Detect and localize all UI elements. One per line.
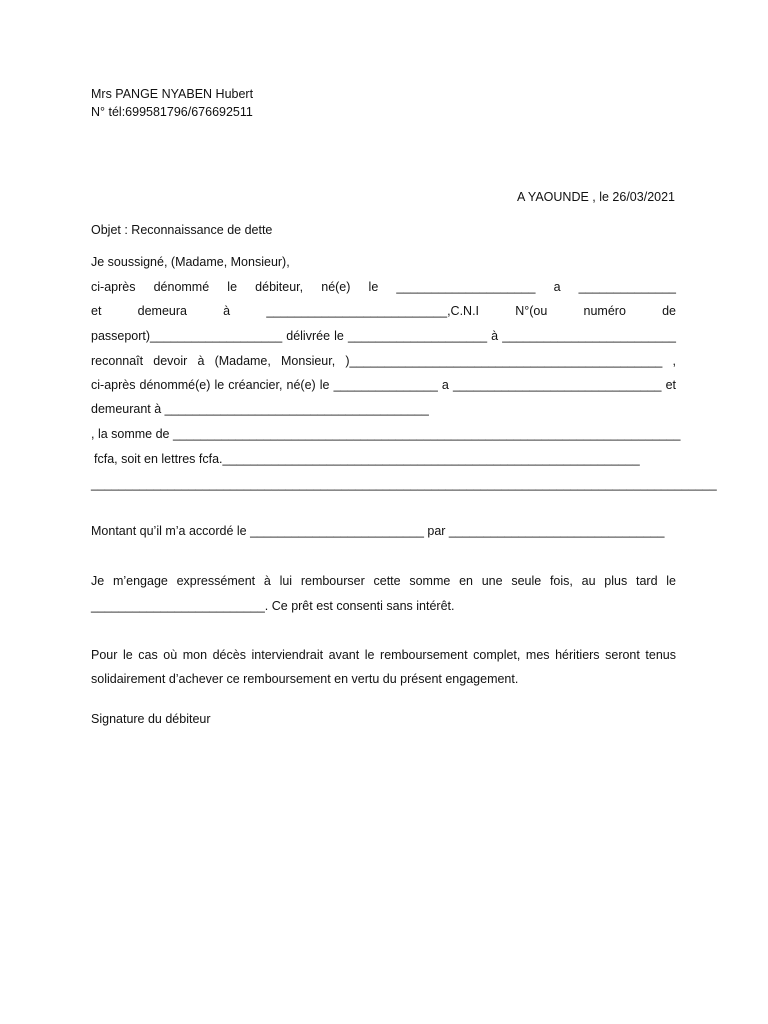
body-line-6: ci-après dénommé(e) le créancier, né(e) le _______________ a ______________________________ et xyxy=(91,378,676,392)
engagement-line-1: Je m’engage expressément à lui rembourser cette somme en une seule fois, au plus tard le xyxy=(91,574,676,588)
body-line-8: , la somme de _________________________________________________________________________ xyxy=(91,427,681,441)
body-line-1: Je soussigné, (Madame, Monsieur), xyxy=(91,255,290,269)
death-clause-line-2: solidairement d’achever ce remboursement en vertu du présent engagement. xyxy=(91,672,519,686)
body-line-4: passeport)___________________ délivrée le ____________________ à _________________________ xyxy=(91,329,676,343)
body-line-7: demeurant à ______________________________________ xyxy=(91,402,429,416)
sender-phone: N° tél:699581796/676692511 xyxy=(91,105,253,119)
sender-name: Mrs PANGE NYABEN Hubert xyxy=(91,87,254,101)
engagement-line-2: _________________________. Ce prêt est consenti sans intérêt. xyxy=(91,599,455,613)
body-line-10: __________________________________________________________________________________________ xyxy=(91,477,717,491)
amount-line: Montant qu’il m’a accordé le _________________________ par _______________________________ xyxy=(91,524,665,538)
place-date: A YAOUNDE , le 26/03/2021 xyxy=(517,190,675,204)
body-line-3: et demeura à __________________________,C.N.I N°(ou numéro de xyxy=(91,304,676,318)
subject-line: Objet : Reconnaissance de dette xyxy=(91,223,273,237)
death-clause-line-1: Pour le cas où mon décès interviendrait avant le remboursement complet, mes héritiers seront tenus xyxy=(91,648,676,662)
body-line-5: reconnaît devoir à (Madame, Monsieur, )_____________________________________________ , xyxy=(91,354,676,368)
body-line-9: fcfa, soit en lettres fcfa.____________________________________________________________ xyxy=(94,452,640,466)
signature-label: Signature du débiteur xyxy=(91,712,211,726)
body-line-2: ci-après dénommé le débiteur, né(e) le ____________________ a ______________ xyxy=(91,280,676,294)
